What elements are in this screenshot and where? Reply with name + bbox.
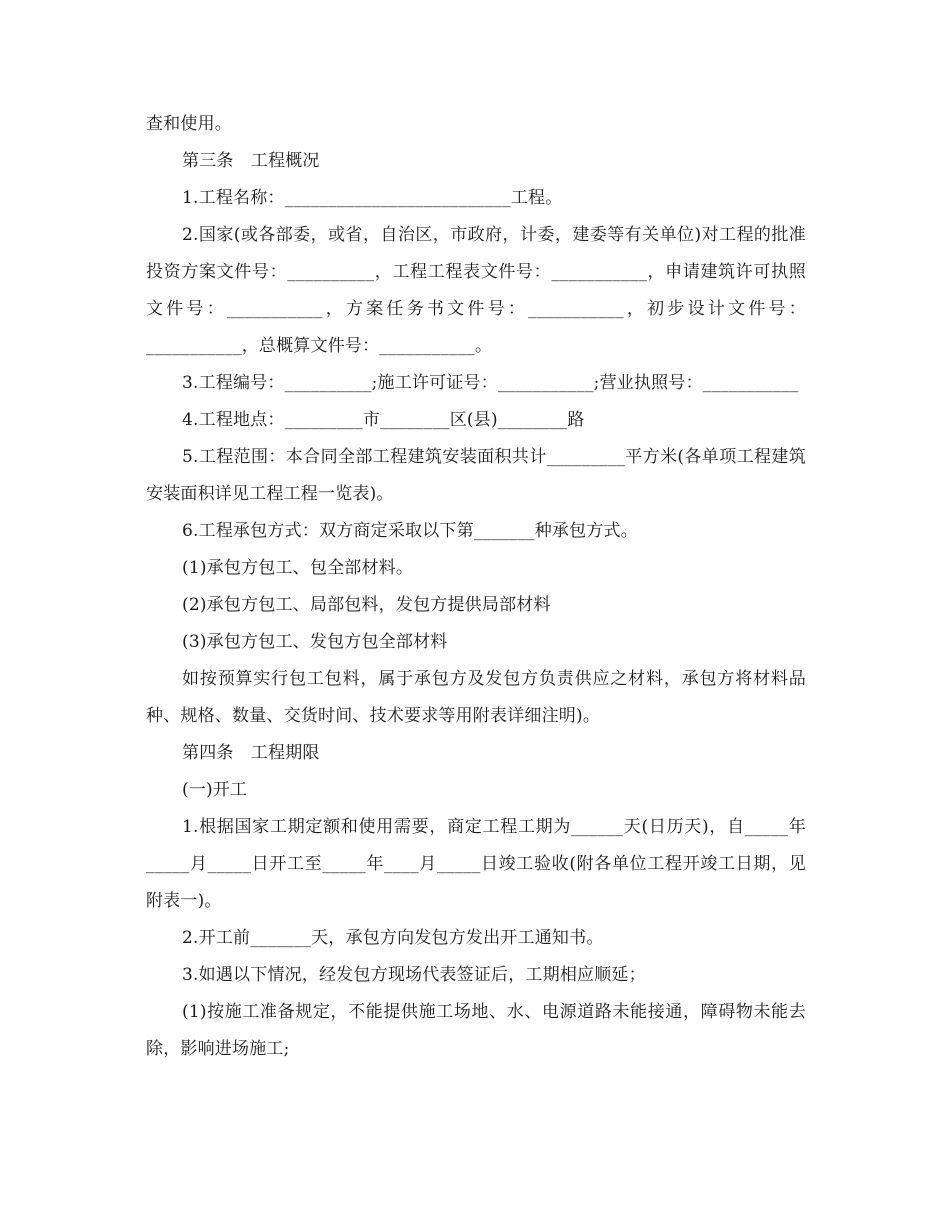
paragraph-project-number: 3.工程编号：__________;施工许可证号：___________;营业执照号：___________ [182, 373, 799, 393]
paragraph-materials-note: 如按预算实行包工包料，属于承包方及发包方负责供应之材料，承包方将材料品种、规格、数量、交货时间、技术要求等用附表详细注明)。 [146, 669, 806, 726]
paragraph-continuation: 查和使用。 [146, 114, 232, 134]
paragraph-option-1: (1)承包方包工、包全部材料。 [182, 558, 414, 578]
paragraph-extension-case-1: (1)按施工准备规定，不能提供施工场地、水、电源道路未能接通，障碍物未能去除，影响进场施工; [146, 1002, 806, 1059]
paragraph-option-2: (2)承包方包工、局部包料，发包方提供局部材料 [182, 595, 551, 615]
subsection-start-heading: (一)开工 [182, 780, 248, 800]
paragraph-project-location: 4.工程地点：_________市________区(县)________路 [182, 410, 585, 430]
paragraph-extension-conditions: 3.如遇以下情况，经发包方现场代表签证后，工期相应顺延； [182, 965, 646, 985]
paragraph-approval-documents: 2.国家(或各部委，或省，自治区，市政府，计委，建委等有关单位)对工程的批准投资方案文件号：__________，工程工程表文件号：___________，申请建筑许可执照文件号：___________，方案任务书文件号：___________，初步设计文件号：___________，总概算文件号：___________。 [146, 225, 806, 356]
article-4-heading: 第四条 工程期限 [182, 743, 320, 763]
paragraph-duration: 1.根据国家工期定额和使用需要，商定工程工期为______天(日历天)，自_____年_____月_____日开工至_____年____月_____日竣工验收(附各单位工程开竣工日期，见附表一)。 [146, 817, 806, 911]
document-body [146, 106, 806, 1068]
paragraph-option-3: (3)承包方包工、发包方包全部材料 [182, 632, 448, 652]
paragraph-project-name: 1.工程名称：__________________________工程。 [182, 188, 563, 208]
paragraph-contract-method: 6.工程承包方式：双方商定采取以下第_______种承包方式。 [182, 521, 638, 541]
article-3-heading: 第三条 工程概况 [182, 151, 320, 171]
paragraph-start-notice: 2.开工前_______天，承包方向发包方发出开工通知书。 [182, 928, 604, 948]
paragraph-project-scope: 5.工程范围：本合同全部工程建筑安装面积共计_________平方米(各单项工程建筑安装面积详见工程工程一览表)。 [146, 447, 806, 504]
